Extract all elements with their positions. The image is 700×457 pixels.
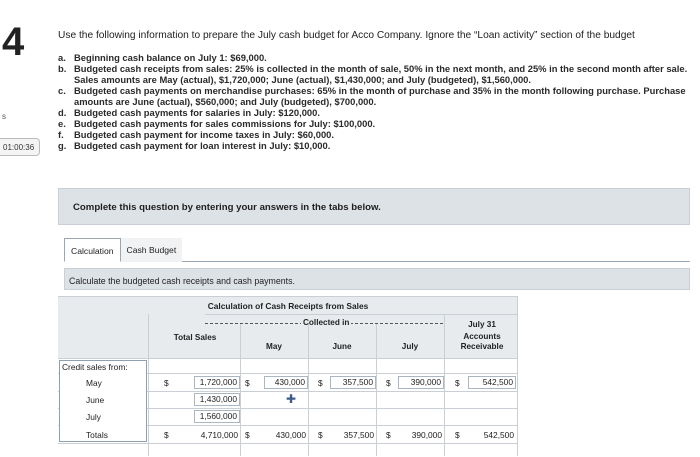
prompt-item-text: Budgeted cash receipts from sales: 25% is collected in the month of sale, 50% in the next month, and 25% in the second month after sale. Sales amounts are May (actual), $1,720,000; June (actual), $1,430,000; and July (budgeted), $1,560,000.	[74, 63, 688, 85]
total-sales-sum: 4,710,000	[200, 430, 238, 440]
dollar-sign: $	[318, 378, 323, 388]
header-ar-line1: July 31	[468, 320, 496, 329]
dollar-sign: $	[318, 430, 323, 440]
question-number: 4	[2, 20, 25, 64]
prompt-item-letter: g.	[58, 140, 67, 151]
dollar-sign: $	[245, 378, 250, 388]
row-label-may: May	[86, 378, 102, 388]
header-divider	[205, 314, 518, 315]
row-label-june: June	[86, 395, 105, 405]
grid-line	[58, 358, 518, 359]
grid-line	[58, 443, 518, 444]
prompt-item-letter: b.	[58, 63, 67, 74]
prompt-item-text: Budgeted cash payments for sales commissions for July: $100,000.	[74, 118, 376, 129]
grid-line	[444, 314, 445, 456]
total-ar: 542,500	[483, 430, 514, 440]
grid-line	[240, 324, 241, 456]
total-june: 357,500	[343, 430, 374, 440]
calc-instruction-text: Calculate the budgeted cash receipts and cash payments.	[69, 276, 295, 286]
prompt-item-letter: f.	[58, 129, 64, 140]
add-cursor-icon: ✚	[286, 392, 297, 406]
prompt-item-text: Budgeted cash payment for loan interest in July: $10,000.	[74, 140, 331, 151]
prompt-item-text: Budgeted cash payment for income taxes in July: $60,000.	[74, 129, 334, 140]
total-may: 430,000	[275, 430, 306, 440]
header-total-sales: Total Sales	[173, 333, 217, 342]
prompt-item	[58, 52, 690, 63]
tab-bar	[64, 238, 690, 262]
dollar-sign: $	[386, 430, 391, 440]
grid-line	[376, 324, 377, 456]
grid-line	[308, 324, 309, 456]
row-label-july: July	[86, 412, 101, 422]
dollar-sign: $	[455, 430, 460, 440]
timer: 01:00:36	[0, 138, 40, 156]
input-may-june[interactable]: 357,500	[330, 376, 376, 389]
grid-line	[517, 296, 518, 456]
prompt-item	[58, 129, 690, 140]
prompt-item-text: Budgeted cash payments for salaries in July: $120,000.	[74, 107, 320, 118]
dollar-sign: $	[455, 378, 460, 388]
input-may-may[interactable]: 430,000	[264, 376, 308, 389]
prompt-title: Use the following information to prepare the July cash budget for Acco Company. Ignore the “Loan activity” section of the budget	[58, 30, 635, 41]
question-prompt	[58, 30, 690, 151]
input-may-ar[interactable]: 542,500	[468, 376, 516, 389]
input-may-july[interactable]: 390,000	[398, 376, 444, 389]
prompt-item-letter: e.	[58, 118, 66, 129]
header-july: July	[401, 342, 419, 351]
input-june-total[interactable]: 1,430,000	[194, 393, 240, 406]
header-ar-line2: Accounts	[463, 332, 501, 341]
dollar-sign: $	[164, 378, 169, 388]
input-may-total[interactable]: 1,720,000	[194, 376, 240, 389]
dollar-sign: $	[386, 378, 391, 388]
calc-instruction-panel	[64, 268, 690, 290]
grid-line	[148, 314, 149, 456]
prompt-item-letter: d.	[58, 107, 67, 118]
header-may: May	[266, 342, 282, 351]
header-ar-line3: Receivable	[460, 342, 504, 351]
credit-sales-label: Credit sales from:	[62, 362, 128, 372]
side-mark: s	[2, 112, 6, 121]
instructions-text: Complete this question by entering your answers in the tabs below.	[73, 202, 381, 213]
total-july: 390,000	[411, 430, 442, 440]
prompt-item	[58, 63, 690, 85]
prompt-item	[58, 118, 690, 129]
prompt-item-letter: a.	[58, 52, 66, 63]
prompt-item-letter: c.	[58, 85, 66, 96]
prompt-list	[58, 52, 690, 151]
collected-in-label: Collected in	[303, 318, 350, 327]
schedule-title: Calculation of Cash Receipts from Sales	[207, 301, 369, 311]
prompt-item-text: Beginning cash balance on July 1: $69,000.	[74, 52, 267, 63]
instructions-panel	[58, 188, 690, 225]
dollar-sign: $	[164, 430, 169, 440]
tab-cash-budget[interactable]: Cash Budget	[121, 238, 183, 262]
tab-calculation[interactable]: Calculation	[64, 238, 121, 262]
prompt-item-text: Budgeted cash payments on merchandise purchases: 65% in the month of purchase and 35% in the month following purchase. Purchase amounts are June (actual), $560,000; and July (budgeted), $700,000.	[74, 85, 686, 107]
prompt-item	[58, 85, 690, 107]
row-label-totals: Totals	[86, 430, 108, 440]
prompt-item	[58, 107, 690, 118]
input-july-total[interactable]: 1,560,000	[194, 410, 240, 423]
header-june: June	[332, 342, 352, 351]
prompt-item	[58, 140, 690, 151]
dollar-sign: $	[245, 430, 250, 440]
